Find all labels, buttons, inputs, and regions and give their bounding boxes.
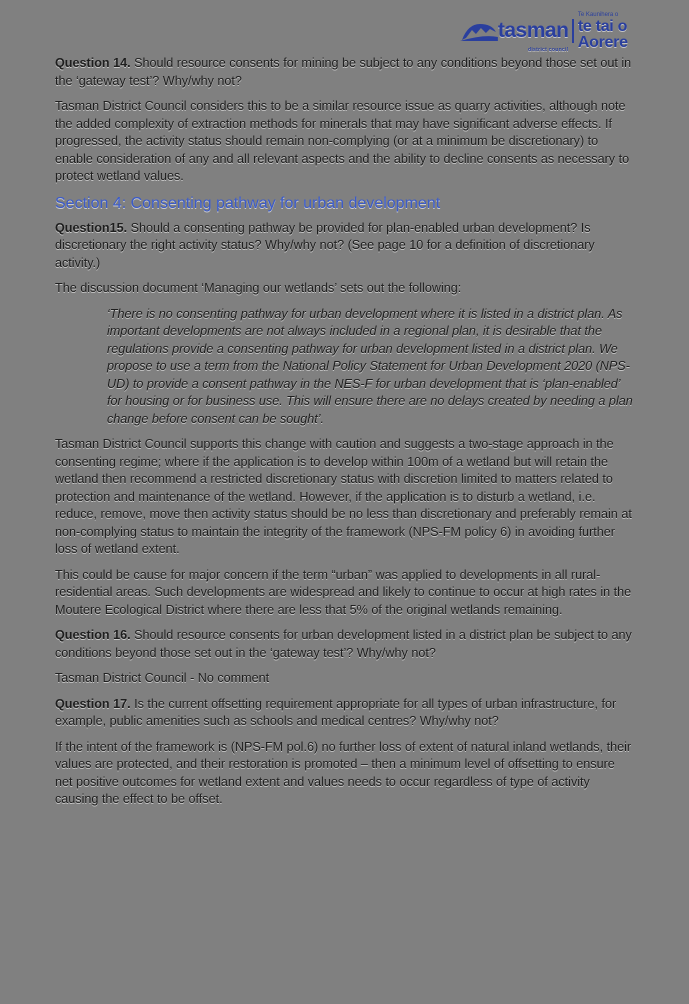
logo-maori-small: Te Kaunihera o bbox=[577, 11, 619, 18]
mountain-logo-icon bbox=[460, 20, 498, 42]
question-16-label: Question 16. bbox=[55, 628, 131, 642]
answer-17: If the intent of the framework is (NPS-FM pol.6) no further loss of extent of natural inland wetlands, their values are protected, and their restoration is promoted – then a minimum level of offsetting to ensure net positive outcomes for wetland extent and values needs to occur regardless of type of activity causing the effect to be offset. bbox=[55, 739, 632, 806]
answer-15-paragraph-2: This could be cause for major concern if the term “urban” was applied to developments in all rural-residential areas. Such developments are widespread and likely to continue to occur at high rates in the Moutere Ecological District where there are less that 5% of the original wetlands remaining. bbox=[55, 567, 632, 617]
logo-wordmark bbox=[497, 19, 569, 53]
question-17-text: Is the current offsetting requirement appropriate for all types of urban infrastructure, for example, public amenities such as schools and medical centres? Why/why not? bbox=[55, 696, 617, 728]
tasman-logo bbox=[460, 11, 680, 53]
question-14-text: Should resource consents for mining be subject to any conditions beyond those set out in the ‘gateway test’? Why/why not? bbox=[55, 56, 632, 88]
question-14 bbox=[55, 55, 635, 90]
question-15-label: Question15. bbox=[55, 220, 128, 235]
question-16 bbox=[55, 627, 635, 662]
section-4-heading: Section 4: Consenting pathway for urban development bbox=[55, 194, 441, 212]
question-17-label: Question 17. bbox=[55, 696, 131, 711]
block-quote: ‘There is no consenting pathway for urban development where it is listed in a district plan. As important developments are not always included in a regional plan, it is desirable that the regulations provide a consenting pathway for urban development listed in a district plan. We propose to use a term from the National Policy Statement for Urban Development 2020 (NPS-UD) to provide a consent pathway in the NES-F for urban development that is ‘plan-enabled’ for housing or for business use. This will ensure there are no delays created by needing a plan change before consent can be sought’. bbox=[107, 306, 633, 426]
answer-15-paragraph-1: Tasman District Council supports this change with caution and suggests a two-stage approach in the consenting regime; where if the application is to develop within 100m of a wetland but will retain the wetland then recommend a restricted discretionary status with discretion limited to matters related to protection and maintenance of the wetland. However, if the application is to disturb a wetland, i.e. reduce, remove, move then activity status should be no less than discretionary and preferably remain at non-complying status to maintain the integrity of the framework (NPS-FM policy 6) in avoiding further loss of wetland extent. bbox=[55, 437, 632, 556]
question-15-text: Should a consenting pathway be provided for plan-enabled urban development? Is discretionary the right activity status? Why/why not? (See page 10 for a definition of discretionary activity.) bbox=[55, 220, 595, 270]
logo-subtitle: district council bbox=[528, 47, 569, 53]
question-16-text: Should resource consents for urban development listed in a district plan be subject to any conditions beyond those set out in the ‘gateway test’? Why/why not? bbox=[55, 628, 632, 660]
question-14-label: Question 14. bbox=[55, 56, 131, 70]
logo-maori-name: te tai o Aorere bbox=[577, 17, 628, 51]
logo-maori bbox=[578, 12, 680, 51]
logo-name: tasman bbox=[497, 19, 569, 42]
document-body bbox=[55, 55, 635, 817]
answer-16: Tasman District Council - No comment bbox=[55, 671, 270, 685]
question-17 bbox=[55, 696, 635, 731]
logo-divider bbox=[572, 19, 574, 43]
question-15 bbox=[55, 220, 635, 273]
quote-intro: The discussion document ‘Managing our wetlands’ sets out the following: bbox=[55, 281, 462, 295]
answer-14: Tasman District Council considers this to be a similar resource issue as quarry activities, although note the added complexity of extraction methods for minerals that may have significant adverse effects. If progressed, the activity status should remain non-complying (or at a minimum be discretionary) to enable consideration of any and all relevant aspects and the ability to decline consents as necessary to protect wetland values. bbox=[55, 99, 630, 183]
